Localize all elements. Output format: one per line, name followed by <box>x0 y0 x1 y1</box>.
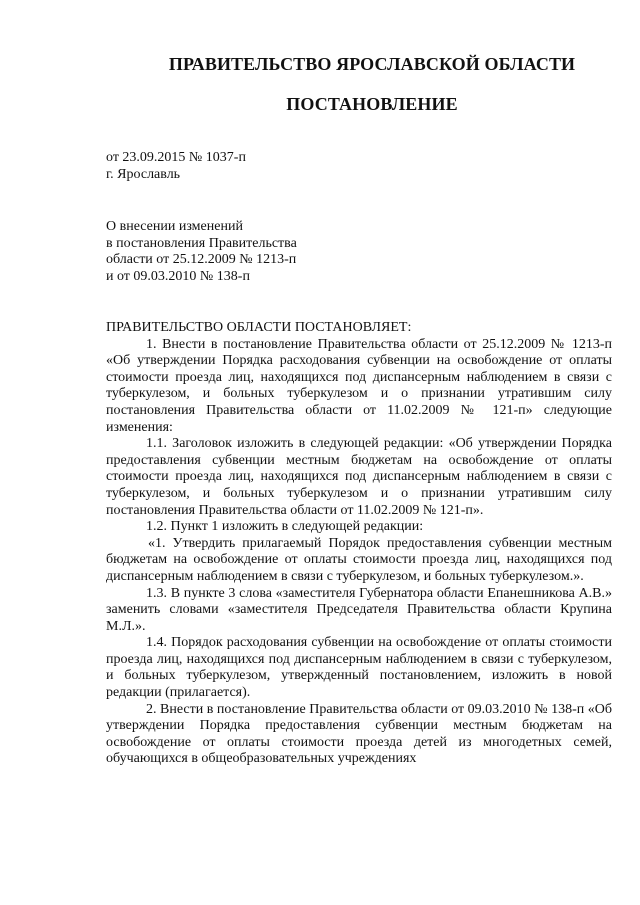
subject-line: О внесении изменений <box>106 219 243 234</box>
paragraph-1-3: 1.3. В пункте 3 слова «заместителя Губернатора области Епанешникова А.В.» заменить словами «заместителя Председателя Правительства области Крупина М.Л.». <box>106 585 612 634</box>
decree-date-number: от 23.09.2015 № 1037-п <box>106 150 246 165</box>
government-title: ПРАВИТЕЛЬСТВО ЯРОСЛАВСКОЙ ОБЛАСТИ <box>168 54 576 74</box>
subject-line: в постановления Правительства <box>106 235 297 251</box>
subject-block <box>106 219 297 285</box>
document-type-title: ПОСТАНОВЛЕНИЕ <box>286 94 458 114</box>
date-block <box>106 150 246 183</box>
subject-line: и от 09.03.2010 № 138-п <box>106 268 250 284</box>
paragraph-1: 1. Внести в постановление Правительства области от 25.12.2009 № 1213-п «Об утверждении Порядка расходования субвенции на освобождение от оплаты стоимости проезда лиц, находящихся под диспансерным наблюдением в связи с туберкулезом, и больных туберкулезом и о признании утратившим силу постановления Правительства области от 11.02.2009 № 121-п» следующие изменения: <box>106 336 612 435</box>
paragraph-1-4: 1.4. Порядок расходования субвенции на освобождение от оплаты стоимости проезда лиц, находящихся под диспансерным наблюдением в связи с туберкулезом, и больных туберкулезом, утвержденный постановлением, изложить в новой редакции (прилагается). <box>106 635 612 701</box>
subject-line: области от 25.12.2009 № 1213-п <box>106 252 297 267</box>
paragraph-2: 2. Внести в постановление Правительства области от 09.03.2010 № 138-п «Об утверждении Порядка предоставления субвенции местным бюджетам на освобождение от оплаты стоимости проезда детей из многодетных семей, обучающихся в общеобразовательных учреждениях <box>106 701 612 767</box>
paragraph-quote: «1. Утвердить прилагаемый Порядок предоставления субвенции местным бюджетам на освобождение от оплаты стоимости проезда лиц, находящихся под диспансерным наблюдением в связи с туберкулезом, и больных туберкулезом.». <box>106 535 612 584</box>
paragraph-1-2: 1.2. Пункт 1 изложить в следующей редакции: <box>146 519 424 535</box>
document-body <box>106 320 612 768</box>
paragraph-1-1: 1.1. Заголовок изложить в следующей редакции: «Об утверждении Порядка предоставления субвенции местным бюджетам на освобождение от оплаты стоимости проезда лиц, находящихся под диспансерным наблюдением в связи с туберкулезом, и больных туберкулезом и о признании утратившим силу постановления Правительства области от 11.02.2009 № 121-п». <box>106 436 612 518</box>
preamble: ПРАВИТЕЛЬСТВО ОБЛАСТИ ПОСТАНОВЛЯЕТ: <box>106 320 412 335</box>
decree-city: г. Ярославль <box>106 166 181 182</box>
